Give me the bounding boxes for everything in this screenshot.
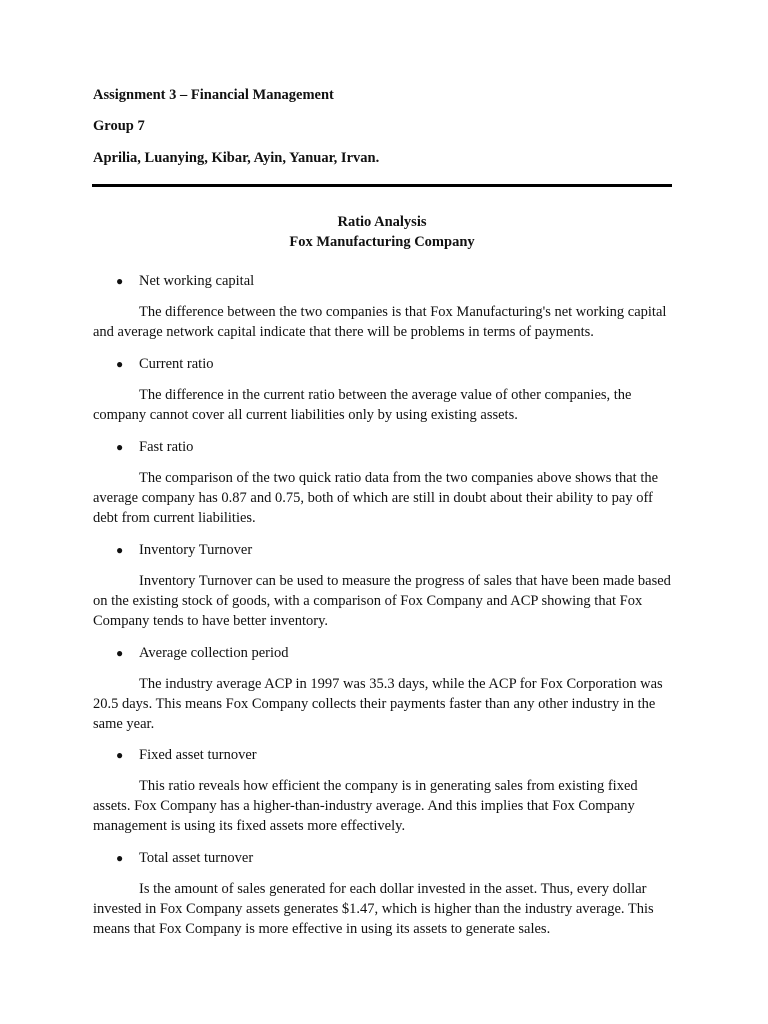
- section-heading: Total asset turnover: [139, 850, 254, 866]
- bullet-item: [93, 354, 678, 374]
- bullet-item: [93, 540, 678, 560]
- section-heading: Fast ratio: [139, 439, 194, 455]
- bullet-dot-icon: ●: [116, 543, 124, 557]
- bullet-dot-icon: ●: [116, 851, 124, 865]
- section-net-working-capital: [93, 271, 678, 342]
- section-paragraph: Is the amount of sales generated for each dollar invested in the asset. Thus, every dollar invested in Fox Company assets generates $1.47, which is higher than the industry average. This means that Fox Company is more effective in using its assets to generate sales.: [93, 881, 654, 937]
- group-label: Group 7: [93, 118, 145, 134]
- group-members: Aprilia, Luanying, Kibar, Ayin, Yanuar, Irvan.: [93, 150, 380, 166]
- bullet-dot-icon: ●: [116, 357, 124, 371]
- section-paragraph: The comparison of the two quick ratio data from the two companies above shows that the average company has 0.87 and 0.75, both of which are still in doubt about their ability to pay off debt from current liabilities.: [93, 470, 659, 526]
- section-paragraph: The difference in the current ratio between the average value of other companies, the company cannot cover all current liabilities only by using existing assets.: [93, 387, 632, 423]
- assignment-title: Assignment 3 – Financial Management: [93, 87, 334, 103]
- bullet-item: [93, 745, 678, 765]
- section-paragraph: This ratio reveals how efficient the company is in generating sales from existing fixed assets. Fox Company has a higher-than-industry average. And this implies that Fox Company management is using its fixed assets more effectively.: [93, 778, 638, 834]
- bullet-dot-icon: ●: [116, 440, 124, 454]
- title-ratio-analysis: Ratio Analysis: [337, 214, 427, 230]
- section-total-asset-turnover: [93, 848, 678, 939]
- section-heading: Net working capital: [139, 273, 255, 289]
- bullet-dot-icon: ●: [116, 748, 124, 762]
- section-average-collection-period: [93, 643, 678, 734]
- section-paragraph: The industry average ACP in 1997 was 35.3 days, while the ACP for Fox Corporation was 20.5 days. This means Fox Company collects their payments faster than any other industry in the same year.: [93, 676, 663, 732]
- bullet-dot-icon: ●: [116, 646, 124, 660]
- document-title: [92, 212, 672, 252]
- section-fixed-asset-turnover: [93, 745, 678, 836]
- bullet-item: [93, 848, 678, 868]
- section-fast-ratio: [93, 437, 678, 528]
- section-inventory-turnover: [93, 540, 678, 631]
- section-heading: Current ratio: [139, 356, 214, 372]
- section-heading: Average collection period: [139, 645, 289, 661]
- bullet-dot-icon: ●: [116, 274, 124, 288]
- bullet-item: [93, 437, 678, 457]
- section-current-ratio: [93, 354, 678, 425]
- horizontal-rule: [92, 184, 672, 187]
- section-heading: Inventory Turnover: [139, 542, 253, 558]
- section-paragraph: Inventory Turnover can be used to measure the progress of sales that have been made based on the existing stock of goods, with a comparison of Fox Company and ACP showing that Fox Company tends to have better inventory.: [93, 573, 671, 629]
- title-company-name: Fox Manufacturing Company: [289, 234, 475, 250]
- bullet-item: [93, 271, 678, 291]
- bullet-item: [93, 643, 678, 663]
- section-heading: Fixed asset turnover: [139, 747, 257, 763]
- section-paragraph: The difference between the two companies is that Fox Manufacturing's net working capital and average network capital indicate that there will be problems in terms of payments.: [93, 304, 667, 340]
